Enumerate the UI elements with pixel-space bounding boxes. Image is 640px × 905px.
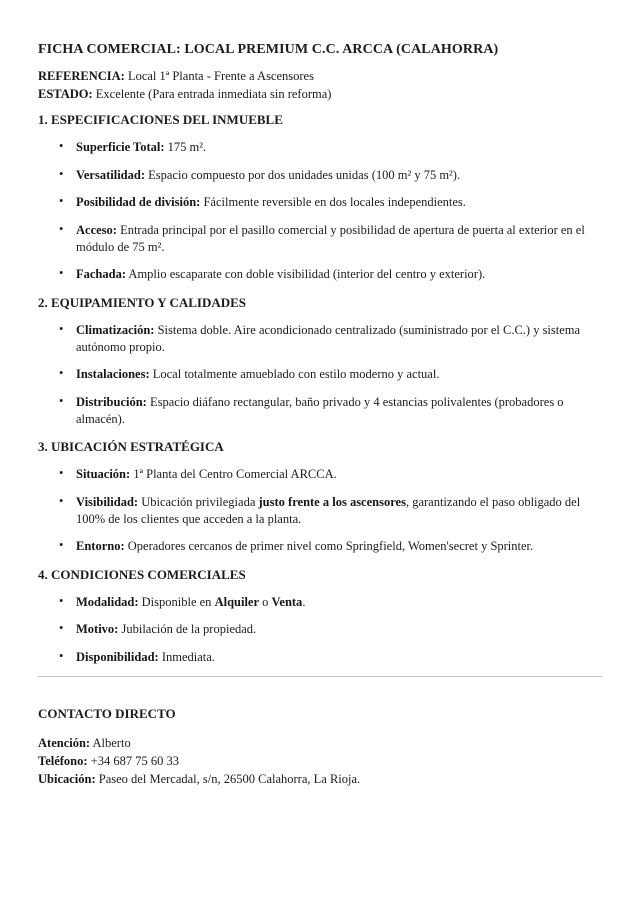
bullet-item <box>59 648 602 666</box>
bullet-item <box>59 221 602 256</box>
body-text: 175 m². <box>164 140 207 154</box>
meta-line <box>38 86 602 104</box>
section-heading: 1. ESPECIFICACIONES DEL INMUEBLE <box>38 112 283 127</box>
bold-text: Distribución: <box>76 394 147 409</box>
bold-text: Atención: <box>38 736 91 750</box>
sections-container <box>38 111 602 666</box>
section-heading: 4. CONDICIONES COMERCIALES <box>38 566 246 582</box>
bullet-icon: • <box>59 166 64 181</box>
body-text: Entrada principal por el pasillo comercial y posibilidad de apertura de puerta al exterior en el módulo de 75 m². <box>76 222 585 254</box>
bold-text: Disponibilidad: <box>76 649 159 664</box>
bullet-item <box>59 266 602 283</box>
bold-text: Acceso: <box>76 222 117 237</box>
bullet-icon: • <box>59 648 64 663</box>
section-heading: 3. UBICACIÓN ESTRATÉGICA <box>38 439 224 454</box>
bullet-list <box>38 322 602 428</box>
bold-text: Alquiler <box>214 594 260 609</box>
bold-text: Ubicación: <box>38 772 96 786</box>
body-text: . <box>302 594 306 609</box>
bullet-list <box>38 139 602 283</box>
bold-text: ESTADO: <box>38 86 93 101</box>
meta-line <box>38 68 602 86</box>
bold-text: Situación: <box>76 467 131 481</box>
body-text: Alberto <box>90 736 131 750</box>
bullet-icon: • <box>59 139 64 153</box>
meta-block <box>38 68 602 103</box>
bullet-item <box>59 139 602 156</box>
bold-text: justo frente a los ascensores <box>258 494 406 509</box>
body-text: Fácilmente reversible en dos locales independientes. <box>200 195 466 209</box>
bullet-icon: • <box>59 321 64 336</box>
contact-line <box>38 752 602 770</box>
body-text: +34 687 75 60 33 <box>87 754 179 768</box>
bold-text: Posibilidad de división: <box>76 195 201 209</box>
bullet-item <box>59 621 602 638</box>
contact-block <box>38 734 602 788</box>
body-text: Local 1ª Planta - Frente a Ascensores <box>124 69 314 83</box>
body-text: Disponible en <box>138 594 215 609</box>
contact-line <box>38 770 602 788</box>
bullet-item <box>59 366 602 383</box>
bullet-item <box>59 194 602 211</box>
body-text: Sistema doble. Aire acondicionado centralizado (suministrado por el C.C.) y sistema autónomo propio. <box>76 322 581 354</box>
bold-text: Visibilidad: <box>76 494 139 509</box>
body-text: Espacio diáfano rectangular, baño privado y 4 estancias polivalentes (probadores o almacén). <box>76 394 564 426</box>
body-text: , garantizando el paso obligado del 100% de los clientes que acceden a la planta. <box>76 494 581 526</box>
body-text: Amplio escaparate con doble visibilidad (interior del centro y exterior). <box>126 267 486 281</box>
bold-text: Entorno: <box>76 539 125 553</box>
bold-text: Versatilidad: <box>76 167 145 182</box>
contact-line <box>38 734 602 752</box>
body-text: Excelente (Para entrada inmediata sin reforma) <box>92 86 332 101</box>
bold-text: Climatización: <box>76 322 155 337</box>
body-text: Paseo del Mercadal, s/n, 26500 Calahorra, La Rioja. <box>95 772 361 786</box>
bullet-icon: • <box>59 621 64 635</box>
body-text: Inmediata. <box>158 649 215 664</box>
bullet-item <box>59 466 602 483</box>
bullet-icon: • <box>59 593 64 608</box>
bold-text: Fachada: <box>76 267 126 281</box>
body-text: Local totalmente amueblado con estilo moderno y actual. <box>149 367 440 381</box>
bullet-icon: • <box>59 393 64 408</box>
body-text: o <box>259 594 272 609</box>
section-heading: 2. EQUIPAMIENTO Y CALIDADES <box>38 294 247 310</box>
bullet-item <box>59 538 602 555</box>
bullet-item <box>59 593 602 611</box>
bullet-icon: • <box>59 266 64 280</box>
bullet-item <box>59 321 602 356</box>
bold-text: REFERENCIA: <box>38 69 125 83</box>
bold-text: Superficie Total: <box>76 140 165 154</box>
bullet-icon: • <box>59 221 64 236</box>
bullet-icon: • <box>59 538 64 552</box>
body-text: Operadores cercanos de primer nivel como Springfield, Women'secret y Sprinter. <box>124 539 534 553</box>
bullet-item <box>59 393 602 428</box>
bullet-icon: • <box>59 466 64 480</box>
body-text: 1ª Planta del Centro Comercial ARCCA. <box>130 467 337 481</box>
bullet-list <box>38 594 602 666</box>
horizontal-divider <box>38 676 602 677</box>
body-text: Ubicación privilegiada <box>138 494 259 509</box>
bold-text: Venta <box>271 594 303 609</box>
document-title: FICHA COMERCIAL: LOCAL PREMIUM C.C. ARCCA (CALAHORRA) <box>38 42 499 57</box>
contact-heading: CONTACTO DIRECTO <box>38 706 176 721</box>
bold-text: Instalaciones: <box>76 367 150 381</box>
bullet-list <box>38 466 602 555</box>
bullet-item <box>59 493 602 528</box>
bullet-icon: • <box>59 493 64 508</box>
bullet-item <box>59 166 602 184</box>
body-text: Jubilación de la propiedad. <box>118 622 257 636</box>
bold-text: Motivo: <box>76 622 119 636</box>
bullet-icon: • <box>59 366 64 380</box>
bullet-icon: • <box>59 194 64 208</box>
bold-text: Modalidad: <box>76 594 139 609</box>
bold-text: Teléfono: <box>38 754 88 768</box>
body-text: Espacio compuesto por dos unidades unidas (100 m² y 75 m²). <box>145 167 461 182</box>
